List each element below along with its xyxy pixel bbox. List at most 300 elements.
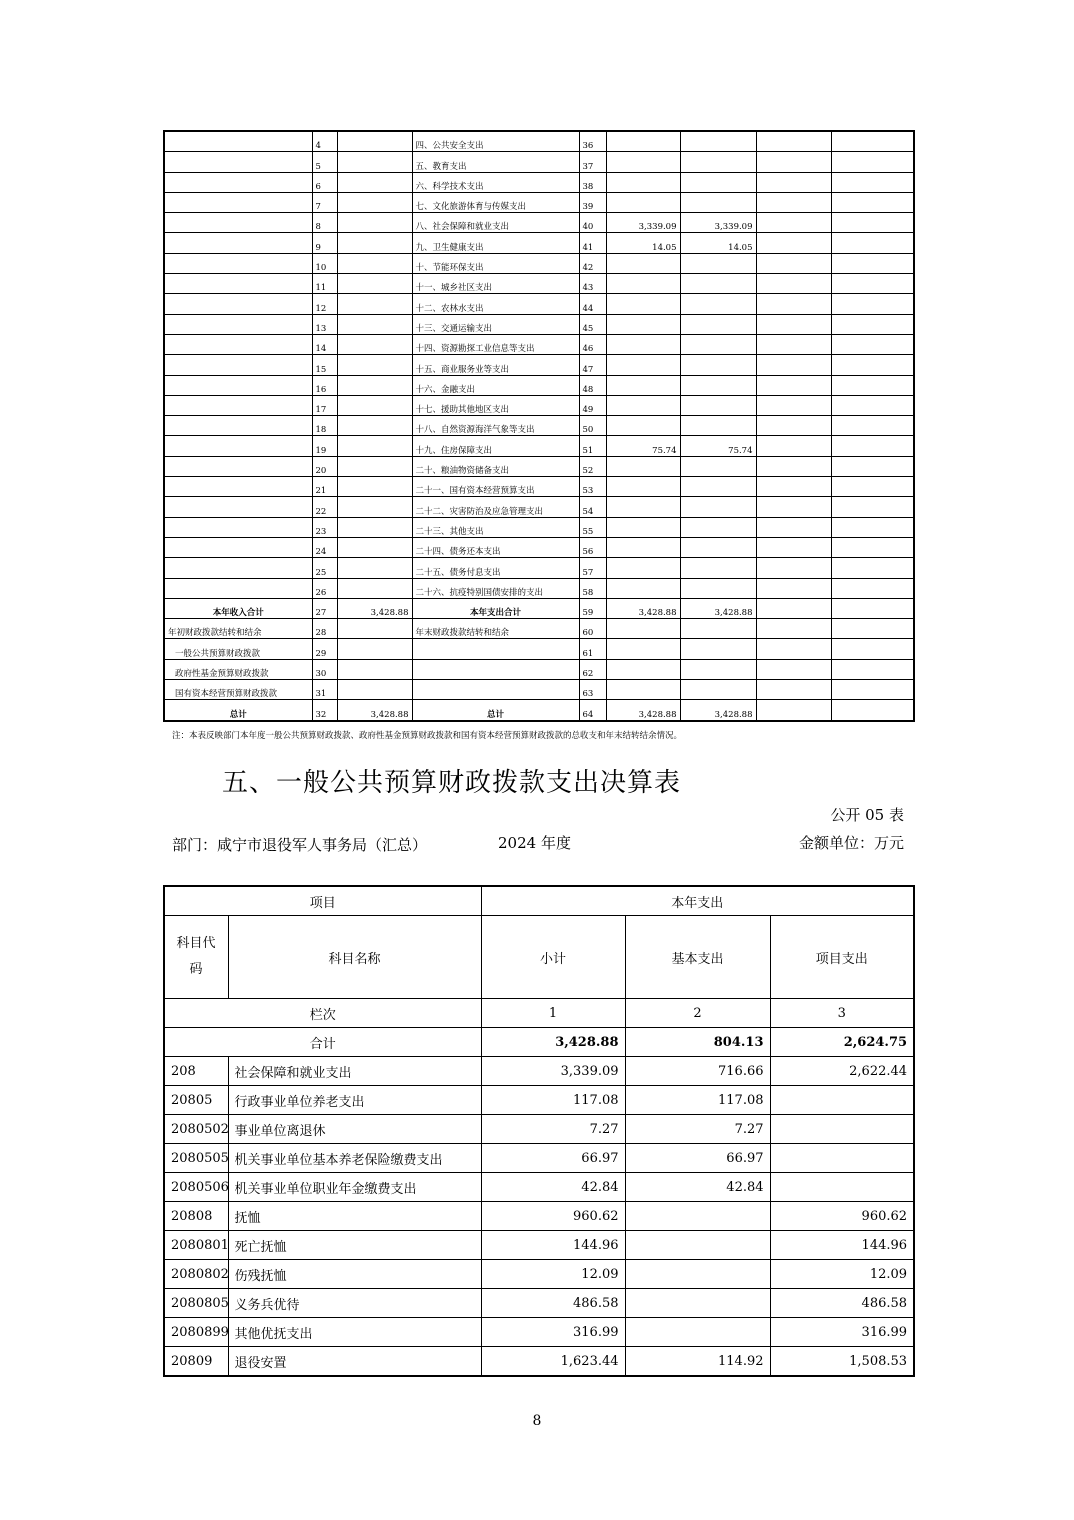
cell-item: 十八、自然资源海洋气象等支出 [412,416,579,436]
cell-d [831,477,914,497]
cell-lv [337,456,412,476]
cell-rn: 49 [579,395,606,415]
cell-b [680,395,756,415]
cell-lv [337,659,412,679]
cell-left [164,294,312,314]
cell-c [756,152,831,172]
cell-ln: 14 [312,334,337,354]
table-row [164,477,914,497]
cell-item: 十二、农林水支出 [412,294,579,314]
cell-left [164,456,312,476]
table-row [164,680,914,700]
cell-a [606,355,680,375]
cell-sub: 117.08 [481,1086,625,1115]
cell-ln: 10 [312,253,337,273]
cell-b [680,680,756,700]
cell-c [756,517,831,537]
cell-basic: 716.66 [625,1057,770,1086]
cell-basic: 7.27 [625,1115,770,1144]
cell-rn: 64 [579,700,606,721]
page-title: 五、一般公共预算财政拨款支出决算表 [222,768,682,798]
cell-rn: 54 [579,497,606,517]
cell-lv [337,375,412,395]
cell-left: 一般公共预算财政拨款 [164,639,312,659]
cell-basic [625,1260,770,1289]
cell-left [164,131,312,152]
cell-name: 社会保障和就业支出 [228,1057,481,1086]
cell-c [756,131,831,152]
table-row [164,537,914,557]
cell-a [606,131,680,152]
table-row [164,1318,914,1347]
cell-item: 六、科学技术支出 [412,172,579,192]
table-row [164,1260,914,1289]
cell-code: 20805 [164,1086,228,1115]
cell-lv [337,517,412,537]
cell-rn: 50 [579,416,606,436]
cell-d [831,274,914,294]
cell-a [606,680,680,700]
cell-b [680,659,756,679]
cell-left [164,314,312,334]
cell-name: 事业单位离退休 [228,1115,481,1144]
cell-rn: 37 [579,152,606,172]
cell-ln: 22 [312,497,337,517]
cell-a [606,477,680,497]
table-row [164,1086,914,1115]
cell-ln: 24 [312,537,337,557]
cell-item [412,680,579,700]
table-row [164,1289,914,1318]
cell-a [606,558,680,578]
cell-b: 3,339.09 [680,213,756,233]
cell-sub: 42.84 [481,1173,625,1202]
cell-ln: 21 [312,477,337,497]
cell-name: 退役安置 [228,1347,481,1377]
cell-proj: 12.09 [770,1260,914,1289]
cell-item: 八、社会保障和就业支出 [412,213,579,233]
total-subtotal: 3,428.88 [481,1028,625,1057]
cell-name: 其他优抚支出 [228,1318,481,1347]
cell-left [164,192,312,212]
cell-a: 3,339.09 [606,213,680,233]
cell-c [756,395,831,415]
cell-lv [337,537,412,557]
cell-d [831,680,914,700]
cell-item: 十四、资源勘探工业信息等支出 [412,334,579,354]
cell-ln: 28 [312,619,337,639]
table-row [164,131,914,152]
cell-d [831,700,914,721]
cell-name: 机关事业单位职业年金缴费支出 [228,1173,481,1202]
cell-rn: 40 [579,213,606,233]
cell-sub: 316.99 [481,1318,625,1347]
table-row [164,1231,914,1260]
total-basic: 804.13 [625,1028,770,1057]
cell-sub: 3,339.09 [481,1057,625,1086]
cell-rn: 58 [579,578,606,598]
cell-b [680,497,756,517]
table-row [164,274,914,294]
cell-rn: 46 [579,334,606,354]
cell-rn: 44 [579,294,606,314]
cell-ln: 5 [312,152,337,172]
cell-a [606,395,680,415]
cell-d [831,334,914,354]
cell-d [831,598,914,618]
cell-d [831,355,914,375]
cell-ln: 4 [312,131,337,152]
cell-b [680,192,756,212]
table-row [164,192,914,212]
cell-rn: 59 [579,598,606,618]
cell-left: 国有资本经营预算财政拨款 [164,680,312,700]
cell-a [606,416,680,436]
cell-item: 五、教育支出 [412,152,579,172]
cell-lv [337,152,412,172]
cell-rn: 43 [579,274,606,294]
cell-c [756,334,831,354]
cell-lv [337,578,412,598]
cell-left [164,375,312,395]
table-row [164,639,914,659]
cell-a [606,456,680,476]
table-row [164,436,914,456]
cell-b [680,639,756,659]
cell-item: 十三、交通运输支出 [412,314,579,334]
cell-d [831,497,914,517]
cell-a [606,274,680,294]
cell-c [756,213,831,233]
cell-ln: 11 [312,274,337,294]
cell-lv [337,497,412,517]
cell-rn: 60 [579,619,606,639]
cell-ln: 27 [312,598,337,618]
cell-d [831,375,914,395]
cell-lv [337,253,412,273]
table-row [164,1173,914,1202]
cell-name: 机关事业单位基本养老保险缴费支出 [228,1144,481,1173]
cell-item: 二十、粮油物资储备支出 [412,456,579,476]
cell-item: 十九、住房保障支出 [412,436,579,456]
col-2: 2 [625,999,770,1028]
cell-a [606,253,680,273]
cell-c [756,477,831,497]
table-row [164,517,914,537]
cell-c [756,253,831,273]
cell-b [680,172,756,192]
cell-b [680,355,756,375]
cell-d [831,639,914,659]
cell-b: 3,428.88 [680,598,756,618]
cell-lv [337,416,412,436]
cell-rn: 53 [579,477,606,497]
cell-a [606,152,680,172]
cell-sub: 66.97 [481,1144,625,1173]
cell-d [831,152,914,172]
cell-code: 2080899 [164,1318,228,1347]
cell-b [680,294,756,314]
cell-proj: 2,622.44 [770,1057,914,1086]
fiscal-year: 2024 年度 [498,834,571,852]
table-row [164,456,914,476]
table-row [164,619,914,639]
cell-lv [337,274,412,294]
cell-left: 总计 [164,700,312,721]
cell-basic [625,1289,770,1318]
cell-ln: 6 [312,172,337,192]
table-row [164,659,914,679]
cell-c [756,558,831,578]
cell-lv [337,294,412,314]
cell-b [680,537,756,557]
cell-sub: 12.09 [481,1260,625,1289]
cell-c [756,355,831,375]
cell-a [606,294,680,314]
table-row [164,294,914,314]
cell-b [680,375,756,395]
header-subtotal: 小计 [481,916,625,999]
cell-b [680,253,756,273]
income-expense-table [163,130,915,722]
cell-b: 3,428.88 [680,700,756,721]
cell-name: 伤残抚恤 [228,1260,481,1289]
cell-c [756,639,831,659]
cell-left [164,436,312,456]
cell-item: 二十六、抗疫特别国债安排的支出 [412,578,579,598]
cell-left [164,213,312,233]
table-row [164,375,914,395]
cell-c [756,172,831,192]
cell-rn: 63 [579,680,606,700]
cell-c [756,294,831,314]
cell-b [680,517,756,537]
cell-rn: 48 [579,375,606,395]
table-row [164,152,914,172]
cell-name: 行政事业单位养老支出 [228,1086,481,1115]
cell-ln: 19 [312,436,337,456]
cell-code: 2080506 [164,1173,228,1202]
cell-name: 抚恤 [228,1202,481,1231]
cell-b [680,274,756,294]
cell-name: 义务兵优待 [228,1289,481,1318]
cell-left [164,253,312,273]
cell-basic [625,1231,770,1260]
table-row [164,172,914,192]
cell-c [756,436,831,456]
cell-ln: 7 [312,192,337,212]
cell-item: 九、卫生健康支出 [412,233,579,253]
cell-rn: 38 [579,172,606,192]
cell-d [831,294,914,314]
cell-left [164,477,312,497]
cell-a [606,192,680,212]
cell-b [680,152,756,172]
cell-sub: 7.27 [481,1115,625,1144]
cell-rn: 39 [579,192,606,212]
cell-ln: 13 [312,314,337,334]
cell-item: 二十三、其他支出 [412,517,579,537]
cell-ln: 30 [312,659,337,679]
cell-item: 十一、城乡社区支出 [412,274,579,294]
cell-basic: 42.84 [625,1173,770,1202]
cell-ln: 23 [312,517,337,537]
cell-proj: 1,508.53 [770,1347,914,1377]
cell-rn: 62 [579,659,606,679]
cell-c [756,700,831,721]
cell-left [164,578,312,598]
cell-sub: 1,623.44 [481,1347,625,1377]
cell-d [831,314,914,334]
cell-a [606,578,680,598]
cell-rn: 52 [579,456,606,476]
cell-d [831,416,914,436]
cell-d [831,253,914,273]
cell-item: 十七、援助其他地区支出 [412,395,579,415]
cell-basic [625,1202,770,1231]
cell-proj: 486.58 [770,1289,914,1318]
cell-sub: 960.62 [481,1202,625,1231]
cell-b [680,578,756,598]
cell-c [756,192,831,212]
header-proj: 项目支出 [770,916,914,999]
cell-b [680,131,756,152]
cell-d [831,131,914,152]
table-row [164,598,914,618]
cell-b [680,314,756,334]
cell-lv [337,213,412,233]
cell-d [831,537,914,557]
cell-lv [337,314,412,334]
cell-d [831,395,914,415]
cell-proj [770,1115,914,1144]
cell-rn: 56 [579,537,606,557]
cell-left: 政府性基金预算财政拨款 [164,659,312,679]
cell-left [164,497,312,517]
cell-lv [337,639,412,659]
table-row [164,558,914,578]
table-row [164,213,914,233]
cell-b [680,558,756,578]
cell-c [756,578,831,598]
header-code: 科目代码 [176,936,216,977]
cell-rn: 36 [579,131,606,152]
cell-lv [337,334,412,354]
cell-c [756,537,831,557]
cell-a [606,619,680,639]
cell-left [164,395,312,415]
cell-sub: 144.96 [481,1231,625,1260]
cell-name: 死亡抚恤 [228,1231,481,1260]
cell-left [164,416,312,436]
cell-c [756,416,831,436]
cell-a [606,659,680,679]
table-row [164,355,914,375]
header-basic: 基本支出 [625,916,770,999]
cell-basic: 117.08 [625,1086,770,1115]
cell-a: 14.05 [606,233,680,253]
cell-ln: 26 [312,578,337,598]
cell-left [164,152,312,172]
cell-ln: 18 [312,416,337,436]
cell-rn: 47 [579,355,606,375]
cell-item: 二十一、国有资本经营预算支出 [412,477,579,497]
cell-d [831,436,914,456]
cell-item: 年末财政拨款结转和结余 [412,619,579,639]
cell-c [756,598,831,618]
cell-code: 2080805 [164,1289,228,1318]
cell-left [164,233,312,253]
cell-d [831,619,914,639]
cell-c [756,659,831,679]
cell-basic: 66.97 [625,1144,770,1173]
cell-c [756,274,831,294]
cell-proj [770,1086,914,1115]
cell-rn: 45 [579,314,606,334]
cell-c [756,456,831,476]
cell-left [164,172,312,192]
cell-c [756,497,831,517]
table-note: 注：本表反映部门本年度一般公共预算财政拨款、政府性基金预算财政拨款和国有资本经营预算财政拨款的总收支和年末结转结余情况。 [172,731,683,741]
cell-left [164,517,312,537]
header-row-2 [164,916,914,999]
cell-lv [337,172,412,192]
cell-c [756,375,831,395]
amount-unit: 金额单位：万元 [798,834,904,852]
cell-basic: 114.92 [625,1347,770,1377]
cell-a [606,314,680,334]
cell-b [680,334,756,354]
table-row [164,416,914,436]
cell-a [606,375,680,395]
cell-d [831,558,914,578]
cell-lv [337,477,412,497]
table-row [164,578,914,598]
cell-rn: 42 [579,253,606,273]
cell-ln: 17 [312,395,337,415]
col-label: 栏次 [164,999,481,1028]
form-number: 公开 05 表 [830,806,904,824]
table-row [164,497,914,517]
cell-code: 2080502 [164,1115,228,1144]
cell-rn: 57 [579,558,606,578]
cell-lv [337,680,412,700]
cell-rn: 55 [579,517,606,537]
header-project: 项目 [164,886,481,916]
cell-b: 75.74 [680,436,756,456]
table-row [164,1057,914,1086]
cell-b [680,416,756,436]
cell-ln: 12 [312,294,337,314]
cell-ln: 31 [312,680,337,700]
cell-item: 十五、商业服务业等支出 [412,355,579,375]
cell-item: 二十二、灾害防治及应急管理支出 [412,497,579,517]
cell-code: 20809 [164,1347,228,1377]
cell-ln: 29 [312,639,337,659]
cell-d [831,213,914,233]
cell-proj: 960.62 [770,1202,914,1231]
cell-code: 2080802 [164,1260,228,1289]
table-row [164,253,914,273]
cell-c [756,233,831,253]
cell-lv [337,619,412,639]
cell-item: 七、文化旅游体育与传媒支出 [412,192,579,212]
cell-d [831,517,914,537]
cell-a [606,334,680,354]
cell-left [164,334,312,354]
cell-proj: 144.96 [770,1231,914,1260]
table-row [164,1347,914,1377]
